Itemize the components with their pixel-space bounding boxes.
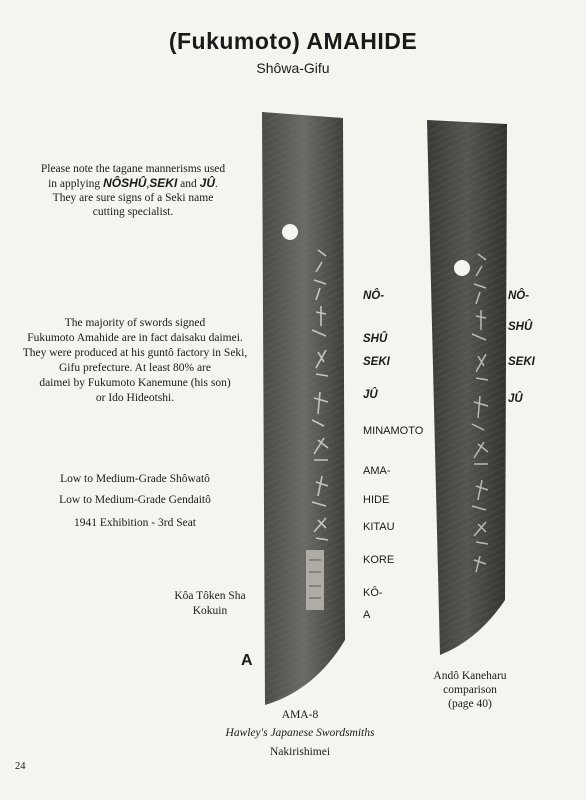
para-line-5: daimei by Fukumoto Kanemune (his son) (39, 377, 231, 389)
label-ko: KÔ- (363, 587, 383, 599)
page-title: (Fukumoto) AMAHIDE (168, 28, 418, 54)
para-line-6: or Ido Hideotshi. (95, 392, 175, 404)
page-subtitle: Shôwa-Gifu (256, 60, 330, 76)
mekugi-hole-left (282, 224, 298, 240)
note-word-noshu: NÔSHÛ (103, 176, 147, 190)
note-line-1: Please note the tagane mannerisms used (40, 163, 226, 175)
cmp-label-ju: JÛ (508, 393, 523, 405)
label-minamoto: MINAMOTO (363, 425, 424, 437)
tang-marker: A (241, 652, 253, 669)
tagane-note (8, 162, 258, 219)
mekugi-hole-right (454, 260, 470, 276)
tang-right (427, 120, 507, 655)
para-line-4: Gifu prefecture. At least 80% are (59, 362, 211, 374)
label-a: A (363, 609, 371, 621)
label-ama: AMA- (363, 465, 391, 477)
caption-code: AMA-8 (281, 709, 319, 721)
note-line-4: cutting specialist. (92, 206, 174, 218)
note-and: and (177, 178, 200, 190)
kokuin-caption (150, 589, 270, 619)
cmp-label-seki: SEKI (508, 356, 535, 368)
label-ju: JÛ (363, 389, 378, 401)
para-line-1: The majority of swords signed (64, 317, 206, 329)
label-seki: SEKI (363, 356, 390, 368)
exhibition-seat: 1941 Exhibition - 3rd Seat (73, 517, 196, 529)
cmp-label-shu: SHÛ (508, 321, 533, 333)
grade-gendaito: Low to Medium-Grade Gendaitô (59, 494, 211, 506)
cmp-label-no: NÔ- (508, 290, 530, 302)
note-line-3: They are sure signs of a Seki name (52, 192, 214, 204)
label-shu: SHÛ (363, 333, 388, 345)
note-word-seki: SEKI (149, 176, 178, 190)
kokuin-line-2: Kokuin (192, 605, 228, 617)
note-line-2-pre: in applying (48, 178, 104, 190)
comparison-line-2: comparison (443, 684, 497, 696)
page-number: 24 (15, 761, 26, 772)
note-line-2 (8, 176, 258, 191)
label-kitau: KITAU (363, 521, 395, 533)
note-word-ju: JÛ (199, 176, 215, 190)
daisaku-paragraph (10, 316, 260, 406)
label-hide: HIDE (363, 494, 390, 506)
label-kore: KORE (363, 554, 395, 566)
note-period: . (215, 178, 218, 190)
grade-showato: Low to Medium-Grade Shôwatô (60, 473, 210, 485)
comparison-line-1: Andô Kaneharu (433, 670, 507, 682)
kokuin-line-1: Kôa Tôken Sha (174, 590, 246, 602)
tang-left (262, 112, 345, 705)
comparison-caption (405, 669, 535, 711)
note-comma: , (146, 178, 150, 190)
para-line-2: Fukumoto Amahide are in fact daisaku daimei. (27, 332, 243, 344)
kokuin-stamp (306, 550, 324, 610)
para-line-3: They were produced at his guntô factory in Seki, (22, 347, 248, 359)
caption-source: Hawley's Japanese Swordsmiths (225, 727, 375, 739)
caption-reading: Nakirishimei (269, 746, 331, 758)
comparison-line-3: (page 40) (448, 698, 492, 710)
label-no: NÔ- (363, 290, 385, 302)
